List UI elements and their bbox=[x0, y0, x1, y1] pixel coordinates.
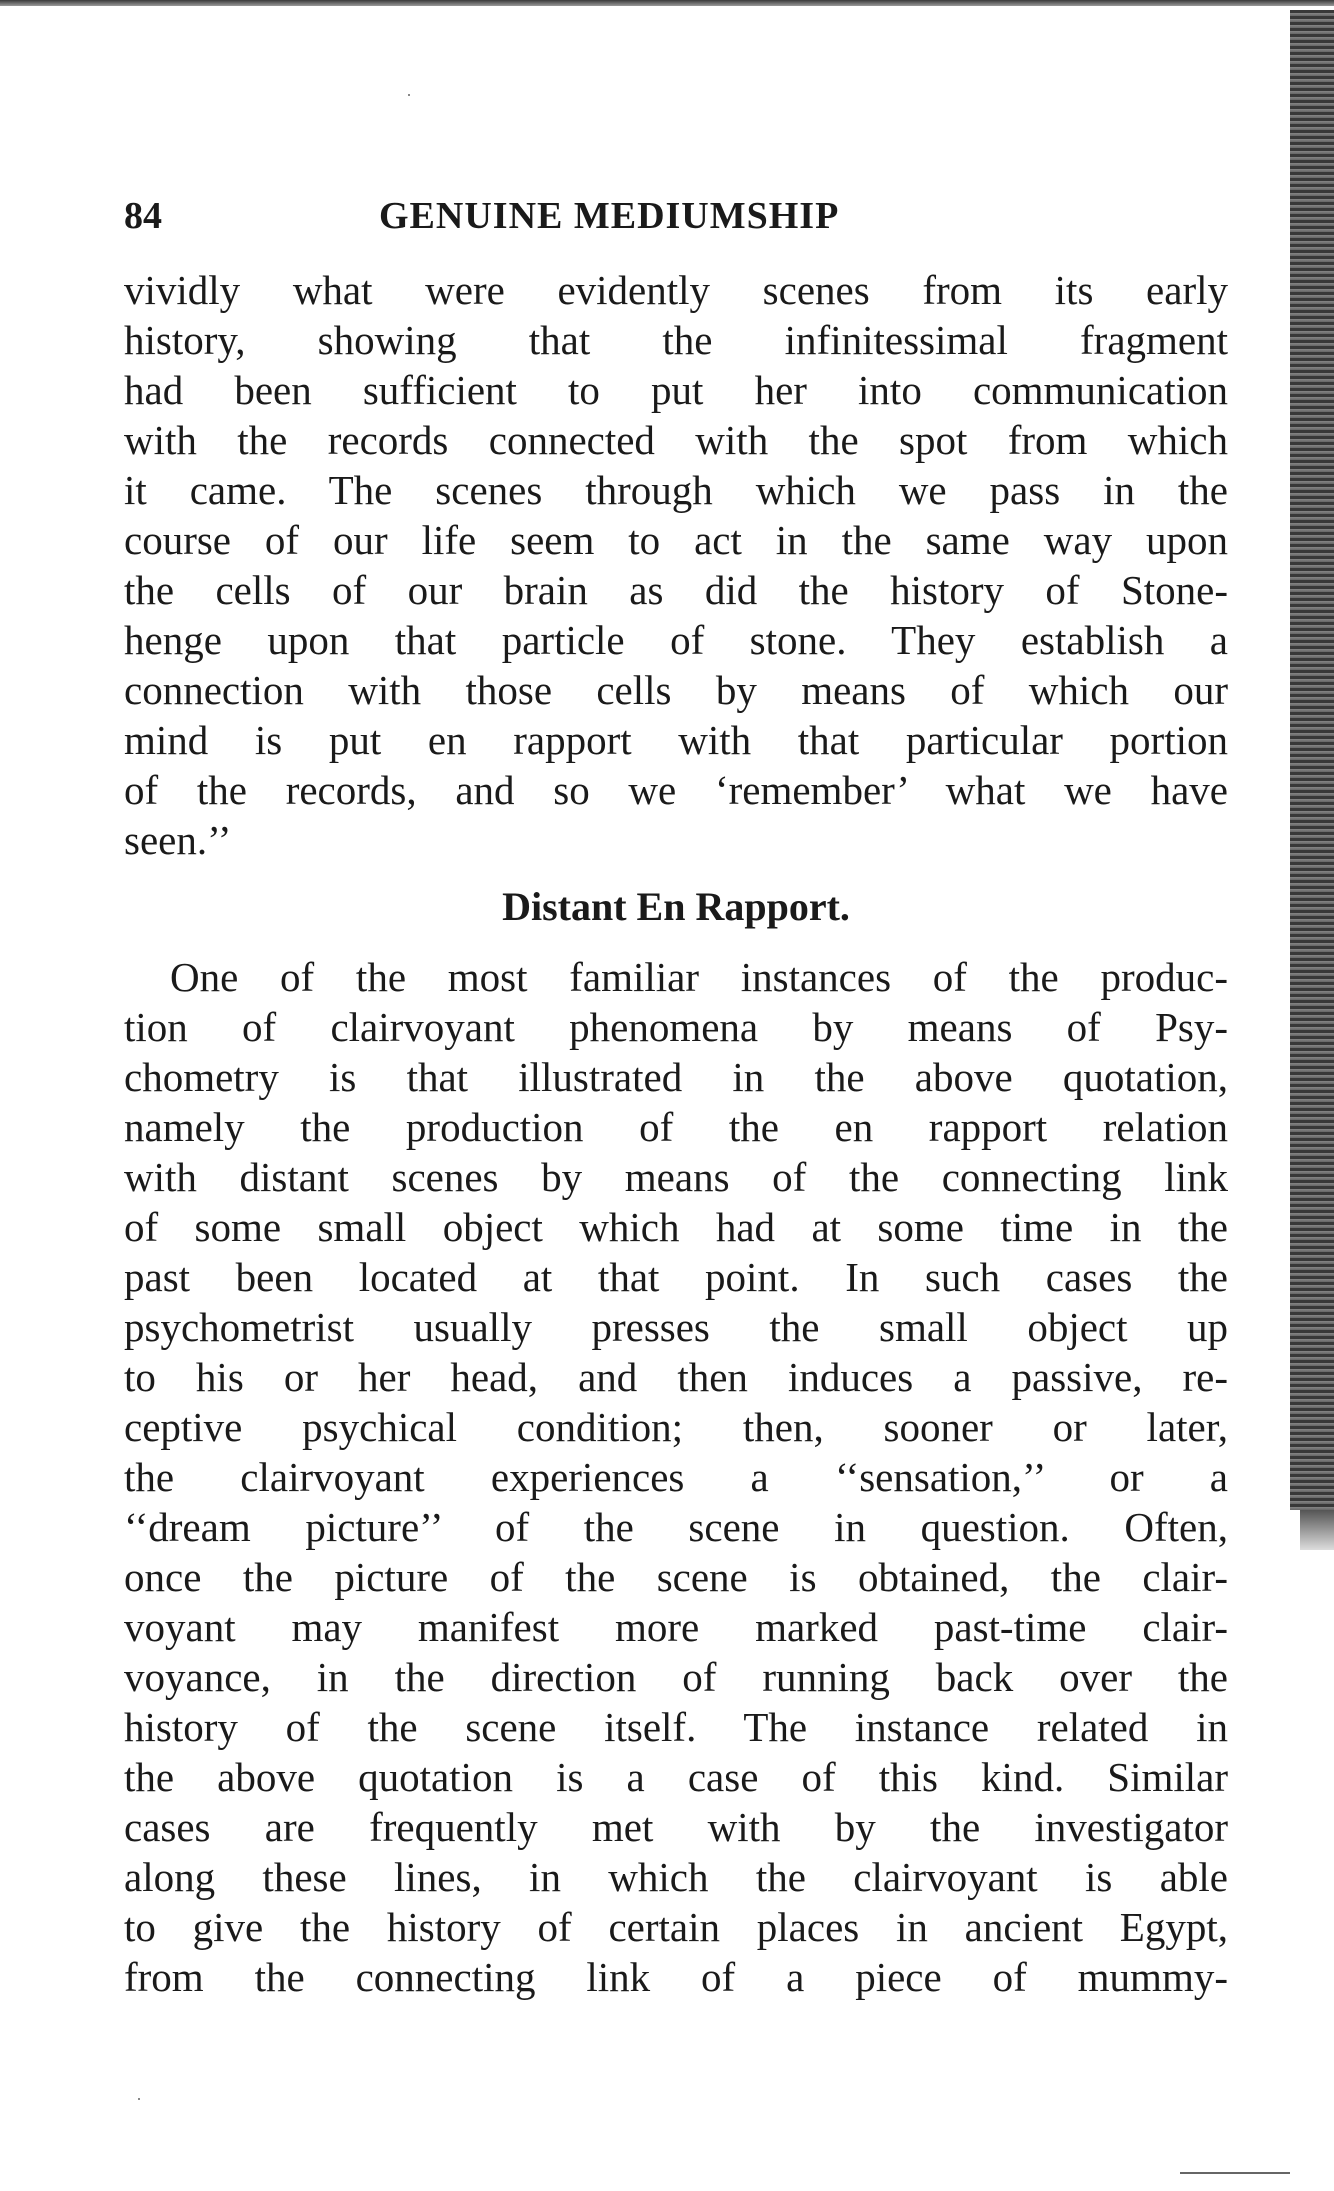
text-line: of the records, and so we ‘remember’ what we have bbox=[124, 767, 1228, 813]
text-line: voyant may manifest more marked past-time clair- bbox=[124, 1604, 1228, 1650]
text-line: namely the production of the en rapport relation bbox=[124, 1104, 1228, 1150]
paragraph-2 bbox=[124, 952, 1228, 2002]
text-line: to give the history of certain places in ancient Egypt, bbox=[124, 1904, 1228, 1950]
text-line: ‘‘dream picture’’ of the scene in question. Often, bbox=[124, 1504, 1228, 1550]
text-line: course of our life seem to act in the same way upon bbox=[124, 517, 1228, 563]
text-line: once the picture of the scene is obtained, the clair- bbox=[124, 1554, 1228, 1600]
page-number: 84 bbox=[124, 195, 162, 237]
text-line: voyance, in the direction of running back over the bbox=[124, 1654, 1228, 1700]
text-line: tion of clairvoyant phenomena by means of Psy- bbox=[124, 1004, 1228, 1050]
page-binding-shadow-lower bbox=[1300, 1510, 1334, 1550]
running-title: GENUINE MEDIUMSHIP bbox=[379, 195, 840, 237]
section-heading: Distant En Rapport. bbox=[502, 884, 850, 929]
page-top-edge bbox=[0, 0, 1334, 6]
scan-speck bbox=[408, 94, 410, 96]
text-line: had been sufficient to put her into communication bbox=[124, 367, 1228, 413]
text-line: of some small object which had at some time in the bbox=[124, 1204, 1228, 1250]
text-line: with distant scenes by means of the connecting link bbox=[124, 1154, 1228, 1200]
text-line: seen.’’ bbox=[124, 817, 232, 863]
text-line: past been located at that point. In such cases the bbox=[124, 1254, 1228, 1300]
text-line: along these lines, in which the clairvoyant is able bbox=[124, 1854, 1228, 1900]
text-line: with the records connected with the spot from which bbox=[124, 417, 1228, 463]
scan-speck bbox=[138, 2098, 140, 2100]
page-binding-shadow bbox=[1290, 10, 1334, 1510]
text-line: it came. The scenes through which we pass in the bbox=[124, 467, 1228, 513]
text-line: ceptive psychical condition; then, sooner or later, bbox=[124, 1404, 1228, 1450]
text-line: the above quotation is a case of this kind. Similar bbox=[124, 1754, 1228, 1800]
page-bottom-mark bbox=[1180, 2172, 1290, 2174]
text-line: One of the most familiar instances of the produc- bbox=[170, 954, 1228, 1000]
text-line: history, showing that the infinitessimal fragment bbox=[124, 317, 1228, 363]
page-header bbox=[124, 188, 1230, 244]
text-line: connection with those cells by means of which our bbox=[124, 667, 1228, 713]
text-line: from the connecting link of a piece of mummy- bbox=[124, 1954, 1228, 2000]
text-line: the cells of our brain as did the history of Stone- bbox=[124, 567, 1228, 613]
text-line: vividly what were evidently scenes from its early bbox=[124, 267, 1228, 313]
text-line: psychometrist usually presses the small object up bbox=[124, 1304, 1228, 1350]
text-line: cases are frequently met with by the investigator bbox=[124, 1804, 1228, 1850]
text-line: mind is put en rapport with that particular portion bbox=[124, 717, 1228, 763]
text-line: the clairvoyant experiences a ‘‘sensation,’’ or a bbox=[124, 1454, 1228, 1500]
text-line: history of the scene itself. The instance related in bbox=[124, 1704, 1228, 1750]
text-line: henge upon that particle of stone. They establish a bbox=[124, 617, 1228, 663]
text-line: chometry is that illustrated in the above quotation, bbox=[124, 1054, 1228, 1100]
text-line: to his or her head, and then induces a passive, re- bbox=[124, 1354, 1228, 1400]
paragraph-1 bbox=[124, 265, 1228, 865]
